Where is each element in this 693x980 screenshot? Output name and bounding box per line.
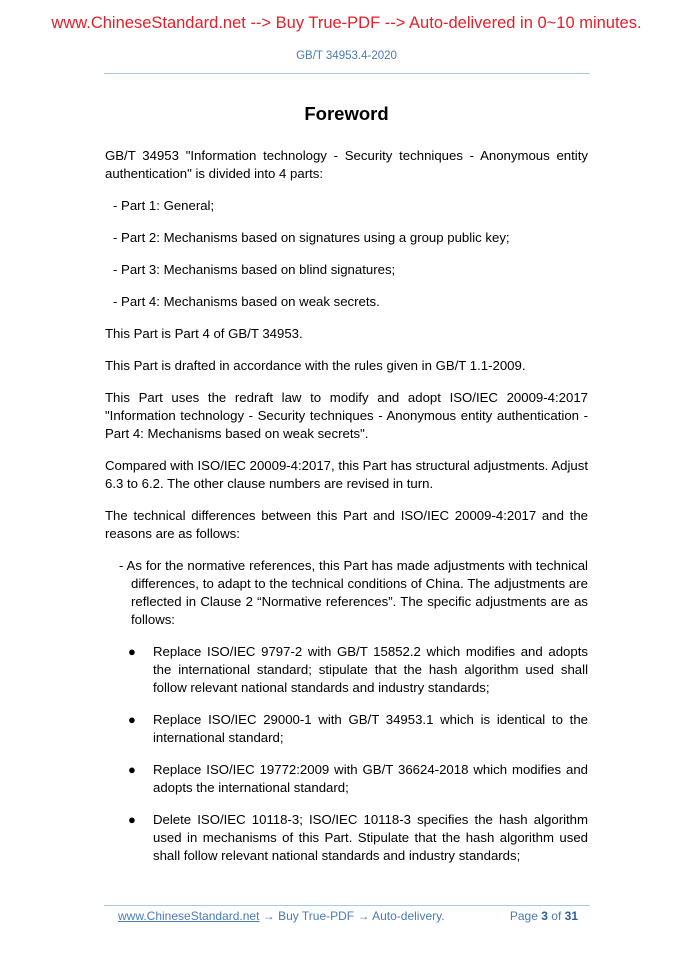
paragraph: This Part is drafted in accordance with the rules given in GB/T 1.1-2009. xyxy=(105,358,526,373)
bullet-item xyxy=(128,811,588,865)
normative-references-item: - As for the normative references, this Part has made adjustments with technical differences, to adapt to the technical conditions of China. The adjustments are reflected in Clause 2 “Normative references”. The specific adjustments are as follows: xyxy=(119,558,588,627)
bullet-icon: ● xyxy=(128,762,136,777)
paragraph: This Part is Part 4 of GB/T 34953. xyxy=(105,326,303,341)
page-current: 3 xyxy=(541,909,548,923)
bullet-item xyxy=(128,761,588,797)
part-item: - Part 3: Mechanisms based on blind signatures; xyxy=(113,262,396,277)
page-title: Foreword xyxy=(304,103,389,124)
paragraph: This Part uses the redraft law to modify and adopt ISO/IEC 20009-4:2017 "Information technology - Security techniques - Anonymous entity authentication - Part 4: Mechanisms based on weak secrets". xyxy=(105,390,588,441)
bullet-icon: ● xyxy=(128,812,136,827)
paragraph: The technical differences between this Part and ISO/IEC 20009-4:2017 and the reasons are as follows: xyxy=(105,508,588,541)
document-id-header: GB/T 34953.4-2020 xyxy=(296,50,397,62)
paragraph: Compared with ISO/IEC 20009-4:2017, this Part has structural adjustments. Adjust 6.3 to 6.2. The other clause numbers are revised in turn. xyxy=(105,458,588,491)
intro-paragraph: GB/T 34953 "Information technology - Security techniques - Anonymous entity authentication" is divided into 4 parts: xyxy=(105,148,588,181)
promo-banner: www.ChineseStandard.net --> Buy True-PDF --> Auto-delivered in 0~10 minutes. xyxy=(51,14,642,32)
footer-site-link[interactable]: www.ChineseStandard.net xyxy=(118,909,260,923)
bullet-item xyxy=(128,711,588,747)
footer-text: → Buy True-PDF → Auto-delivery. xyxy=(259,909,445,923)
part-item: - Part 1: General; xyxy=(113,198,215,213)
page-of-label: of xyxy=(551,909,562,923)
page-indicator xyxy=(510,909,578,923)
part-item: - Part 4: Mechanisms based on weak secrets. xyxy=(113,294,380,309)
bullet-icon: ● xyxy=(128,644,136,659)
bullet-text: Replace ISO/IEC 29000-1 with GB/T 34953.1 which is identical to the international standard; xyxy=(153,712,588,745)
bullet-text: Replace ISO/IEC 19772:2009 with GB/T 36624-2018 which modifies and adopts the international standard; xyxy=(153,762,588,795)
header-divider xyxy=(104,73,590,74)
page-total: 31 xyxy=(564,909,578,923)
bullet-icon: ● xyxy=(128,712,136,727)
footer-divider xyxy=(104,905,590,906)
page-label: Page xyxy=(509,909,538,923)
bullet-text: Delete ISO/IEC 10118-3; ISO/IEC 10118-3 specifies the hash algorithm used in mechanisms of this Part. Stipulate that the hash algorithm used shall follow relevant national standards and industry standards; xyxy=(153,812,588,863)
bullet-text: Replace ISO/IEC 9797-2 with GB/T 15852.2 which modifies and adopts the international standard; stipulate that the hash algorithm used shall follow relevant national standards and industry standards; xyxy=(153,644,588,695)
part-item: - Part 2: Mechanisms based on signatures using a group public key; xyxy=(113,230,510,245)
bullet-item xyxy=(128,643,588,697)
page-footer xyxy=(118,909,578,923)
foreword-body xyxy=(105,147,588,879)
